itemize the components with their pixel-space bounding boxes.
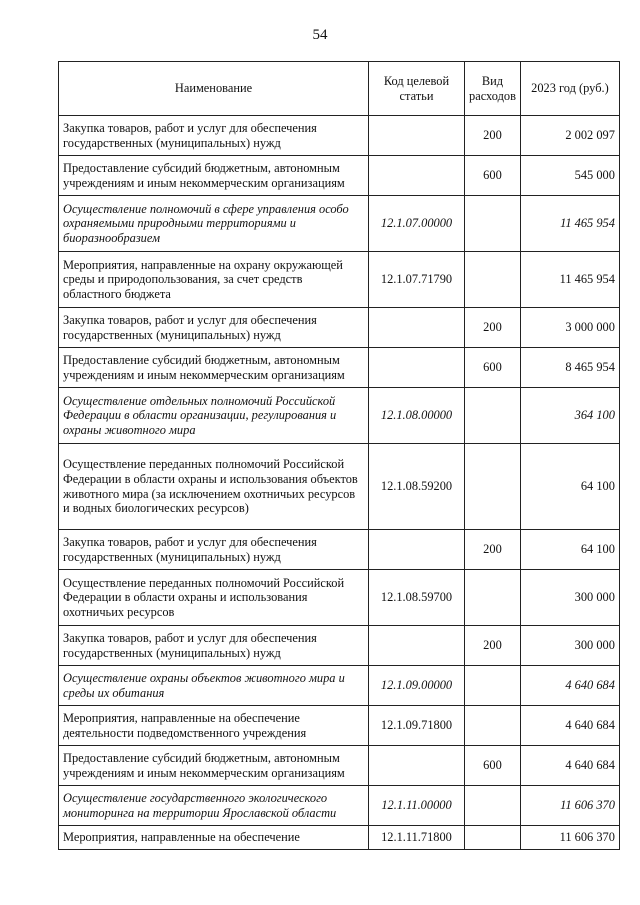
cell-amount: 4 640 684 <box>520 746 619 786</box>
table-row <box>59 196 620 252</box>
cell-name: Осуществление переданных полномочий Российской Федерации в области охраны и использования охотничьих ресурсов <box>59 570 369 626</box>
table-row <box>59 786 620 826</box>
table-row <box>59 666 620 706</box>
cell-amount: 300 000 <box>520 626 619 666</box>
cell-amount: 64 100 <box>520 444 619 530</box>
cell-type: 200 <box>465 308 521 348</box>
cell-type: 200 <box>465 530 521 570</box>
cell-type <box>465 388 521 444</box>
cell-name: Закупка товаров, работ и услуг для обеспечения государственных (муниципальных) нужд <box>59 116 369 156</box>
cell-amount: 11 465 954 <box>520 252 619 308</box>
table-row <box>59 348 620 388</box>
cell-code <box>369 308 465 348</box>
table-row <box>59 252 620 308</box>
cell-name: Осуществление государственного экологического мониторинга на территории Ярославской области <box>59 786 369 826</box>
cell-code: 12.1.09.71800 <box>369 706 465 746</box>
table-row <box>59 746 620 786</box>
cell-amount: 2 002 097 <box>520 116 619 156</box>
table-body <box>59 116 620 850</box>
cell-name: Осуществление отдельных полномочий Российской Федерации в области организации, регулирования и охраны животного мира <box>59 388 369 444</box>
cell-code <box>369 116 465 156</box>
cell-code: 12.1.08.59700 <box>369 570 465 626</box>
cell-type <box>465 786 521 826</box>
cell-name: Закупка товаров, работ и услуг для обеспечения государственных (муниципальных) нужд <box>59 530 369 570</box>
cell-name: Осуществление полномочий в сфере управления особо охраняемыми природными территориями и биоразнообразием <box>59 196 369 252</box>
table-row <box>59 626 620 666</box>
cell-type <box>465 826 521 850</box>
cell-code: 12.1.09.00000 <box>369 666 465 706</box>
table-row <box>59 570 620 626</box>
cell-type: 600 <box>465 156 521 196</box>
cell-code <box>369 746 465 786</box>
cell-name: Закупка товаров, работ и услуг для обеспечения государственных (муниципальных) нужд <box>59 626 369 666</box>
cell-amount: 11 606 370 <box>520 786 619 826</box>
header-name: Наименование <box>59 62 369 116</box>
cell-amount: 300 000 <box>520 570 619 626</box>
cell-code: 12.1.08.59200 <box>369 444 465 530</box>
cell-code <box>369 156 465 196</box>
cell-code: 12.1.11.00000 <box>369 786 465 826</box>
cell-type: 600 <box>465 348 521 388</box>
cell-type <box>465 196 521 252</box>
cell-code: 12.1.07.71790 <box>369 252 465 308</box>
cell-name: Осуществление охраны объектов животного мира и среды их обитания <box>59 666 369 706</box>
cell-type: 200 <box>465 116 521 156</box>
table-row <box>59 308 620 348</box>
cell-amount: 3 000 000 <box>520 308 619 348</box>
cell-name: Мероприятия, направленные на обеспечение деятельности подведомственного учреждения <box>59 706 369 746</box>
table-row <box>59 116 620 156</box>
budget-table <box>58 61 620 850</box>
cell-name: Предоставление субсидий бюджетным, автономным учреждениям и иным некоммерческим организациям <box>59 156 369 196</box>
table-row <box>59 156 620 196</box>
cell-type <box>465 666 521 706</box>
cell-type <box>465 706 521 746</box>
cell-amount: 11 606 370 <box>520 826 619 850</box>
cell-type: 200 <box>465 626 521 666</box>
header-type: Вид расходов <box>465 62 521 116</box>
cell-amount: 11 465 954 <box>520 196 619 252</box>
cell-type <box>465 444 521 530</box>
table-header-row <box>59 62 620 116</box>
cell-amount: 4 640 684 <box>520 666 619 706</box>
cell-code: 12.1.08.00000 <box>369 388 465 444</box>
header-amount: 2023 год (руб.) <box>520 62 619 116</box>
cell-code <box>369 348 465 388</box>
cell-amount: 8 465 954 <box>520 348 619 388</box>
table-row <box>59 444 620 530</box>
cell-name: Мероприятия, направленные на охрану окружающей среды и природопользования, за счет средств областного бюджета <box>59 252 369 308</box>
cell-code: 12.1.07.00000 <box>369 196 465 252</box>
cell-amount: 64 100 <box>520 530 619 570</box>
cell-type <box>465 570 521 626</box>
cell-name: Мероприятия, направленные на обеспечение <box>59 826 369 850</box>
table-row <box>59 706 620 746</box>
page-number: 54 <box>312 27 328 43</box>
cell-name: Закупка товаров, работ и услуг для обеспечения государственных (муниципальных) нужд <box>59 308 369 348</box>
cell-name: Предоставление субсидий бюджетным, автономным учреждениям и иным некоммерческим организациям <box>59 746 369 786</box>
cell-code <box>369 530 465 570</box>
cell-amount: 545 000 <box>520 156 619 196</box>
cell-amount: 364 100 <box>520 388 619 444</box>
cell-name: Предоставление субсидий бюджетным, автономным учреждениям и иным некоммерческим организациям <box>59 348 369 388</box>
table-row <box>59 826 620 850</box>
cell-code <box>369 626 465 666</box>
cell-type: 600 <box>465 746 521 786</box>
table-row <box>59 530 620 570</box>
header-code: Код целевой статьи <box>369 62 465 116</box>
cell-type <box>465 252 521 308</box>
cell-amount: 4 640 684 <box>520 706 619 746</box>
table-row <box>59 388 620 444</box>
cell-code: 12.1.11.71800 <box>369 826 465 850</box>
cell-name: Осуществление переданных полномочий Российской Федерации в области охраны и использования объектов животного мира (за исключением охотничьих ресурсов и водных биологических ресурсов) <box>59 444 369 530</box>
